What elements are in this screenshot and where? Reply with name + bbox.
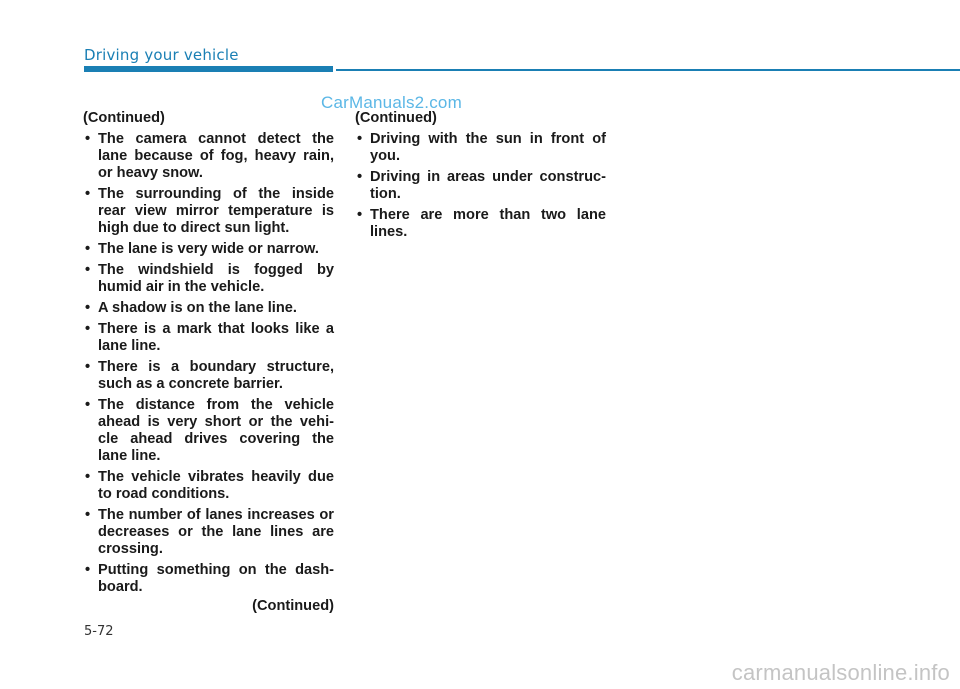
list-item-text: Putting something on the dash-board. (98, 562, 334, 595)
list-item (83, 131, 334, 182)
left-column (83, 110, 334, 615)
continued-label-bottom: (Continued) (252, 598, 334, 614)
bullet-icon: • (85, 469, 91, 485)
list-item (355, 169, 606, 203)
continued-label-top: (Continued) (83, 110, 165, 126)
section-header-title: Driving your vehicle (84, 46, 239, 64)
list-item (83, 186, 334, 237)
list-item-text: The lane is very wide or narrow. (98, 241, 319, 257)
condition-list-right (355, 131, 606, 241)
bullet-icon: • (85, 321, 91, 337)
bullet-icon: • (85, 397, 91, 413)
header-rule-thick (84, 66, 333, 72)
list-item (83, 507, 334, 558)
list-item-text: The distance from the vehicle ahead is very short or the vehi-cle ahead drives covering the lane line. (98, 397, 334, 464)
list-item-text: The camera cannot detect the lane because of fog, heavy rain, or heavy snow. (98, 131, 334, 181)
list-item-text: The surrounding of the inside rear view mirror temperature is high due to direct sun light. (98, 186, 334, 236)
list-item (83, 359, 334, 393)
bullet-icon: • (357, 131, 363, 147)
bullet-icon: • (85, 359, 91, 375)
bullet-icon: • (85, 186, 91, 202)
list-item (83, 562, 334, 596)
list-item (83, 469, 334, 503)
watermark-top[interactable]: CarManuals2.com (321, 93, 462, 112)
list-item (83, 262, 334, 296)
list-item (83, 397, 334, 465)
list-item (355, 131, 606, 165)
list-item-text: A shadow is on the lane line. (98, 300, 297, 316)
list-item-text: There are more than two lane lines. (370, 207, 606, 240)
bullet-icon: • (85, 262, 91, 278)
list-item (83, 300, 334, 317)
bullet-icon: • (85, 300, 91, 316)
bullet-icon: • (357, 207, 363, 223)
condition-list-left (83, 131, 334, 596)
list-item-text: Driving with the sun in front of you. (370, 131, 606, 164)
list-item (83, 321, 334, 355)
continued-label-top: (Continued) (355, 110, 437, 126)
list-item-text: There is a boundary structure, such as a concrete barrier. (98, 359, 334, 392)
list-item-text: There is a mark that looks like a lane line. (98, 321, 334, 354)
bullet-icon: • (85, 131, 91, 147)
bullet-icon: • (85, 507, 91, 523)
list-item (355, 207, 606, 241)
page-number: 5-72 (84, 624, 114, 639)
bullet-icon: • (85, 241, 91, 257)
list-item-text: The windshield is fogged by humid air in the vehicle. (98, 262, 334, 295)
right-column (355, 110, 606, 245)
bullet-icon: • (85, 562, 91, 578)
header-rule-thin (336, 69, 960, 71)
list-item-text: Driving in areas under construc-tion. (370, 169, 606, 202)
watermark-bottom[interactable]: carmanualsonline.info (731, 660, 950, 685)
list-item-text: The number of lanes increases or decreases or the lane lines are crossing. (98, 507, 334, 557)
list-item-text: The vehicle vibrates heavily due to road conditions. (98, 469, 334, 502)
list-item (83, 241, 334, 258)
bullet-icon: • (357, 169, 363, 185)
